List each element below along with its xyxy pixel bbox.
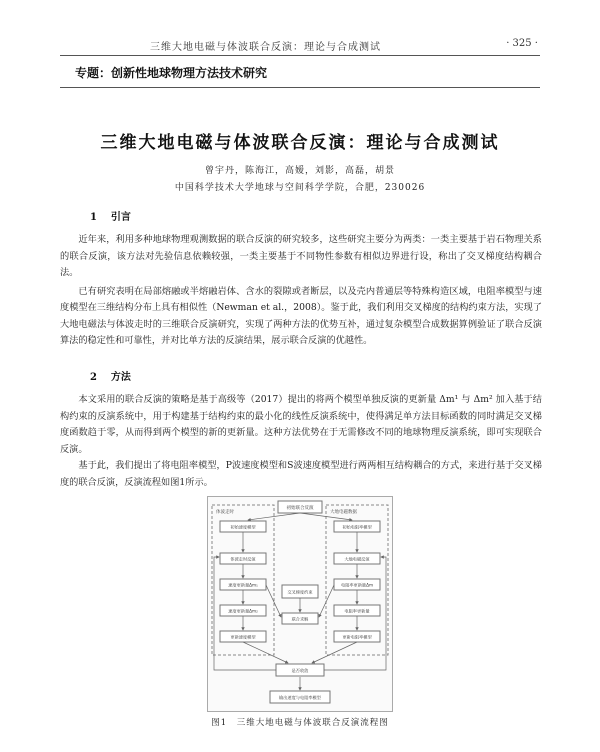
left-box: [220, 521, 266, 532]
decision-label: 是否收敛: [291, 668, 309, 673]
section-title: 方法: [110, 372, 131, 383]
column-tag-divider: [60, 87, 540, 88]
center-box-label: 交叉梯度约束: [287, 589, 313, 595]
left-box-label: 初始速度模型: [230, 524, 256, 530]
flowchart-svg: [208, 497, 392, 711]
section-2-body: [60, 392, 542, 491]
section-number: 1: [90, 212, 97, 223]
left-box: [220, 605, 266, 616]
center-box-label: 联合求解: [291, 616, 309, 622]
header-divider: [60, 55, 540, 56]
paragraph: 已有研究表明在局部熔融或半熔融岩体、含水的裂隙或者断层，以及壳内普通层等特殊构造区域，电阻率模型与速度模型在三维结构分布上具有相似性（Newman et al.，2008）。鉴于此，我们利用交叉梯度的结构约束方法，实现了大地电磁法与体波走时的三维联合反演研究，实现了两种方法的优势互补，通过复杂模型合成数据算例验证了联合反演算法的稳定性和可靠性，并对比单方法的反演结果，展示联合反演的优越性。: [60, 285, 542, 346]
column-tag: 专题：创新性地球物理方法技术研究: [75, 66, 268, 80]
section-title: 引言: [110, 212, 131, 223]
right-box-label: 初始电阻率模型: [342, 524, 372, 530]
center-box: [282, 585, 318, 598]
section-1-body: [60, 232, 542, 350]
left-box-label: 速度更新量Δm₁: [228, 582, 258, 588]
paragraph: 本文采用的联合反演的策略是基于高级等（2017）提出的将两个模型单独反演的更新量 Δm¹ 与 Δm² 加入基于结构约束的反演系统中，用于构建基于结构约束的最小化的线性反演系统中，使得满足单方法目标函数的同时满足交叉梯度函数趋于零，从而得到两个模型的新的更新量。这种方法优势在于无需修改不同的地球物理反演系统，即可实现联合反演。: [60, 394, 542, 455]
article-affiliation: 中国科学技术大学地球与空间科学学院，合肥，230026: [174, 183, 426, 193]
left-box: [220, 631, 266, 642]
end-box: [270, 691, 330, 703]
left-box-label: 体波走时反演: [230, 556, 256, 562]
right-box-label: 电阻率更新量Δm: [340, 582, 374, 588]
right-box: [334, 631, 380, 642]
paragraph: 近年来，利用多种地球物理观测数据的联合反演的研究较多，这些研究主要分为两类：一类主要基于岩石物理关系的联合反演，该方法对先验信息依赖较强，一类主要基于不同物性参数有相似边界进行设，称出了交叉梯度结构耦合法。: [60, 234, 542, 278]
page-number: · 325 ·: [506, 38, 538, 49]
article-authors: 曾宇丹，陈海江，高嫒，刘影，高磊，胡景: [204, 166, 395, 176]
flow-arrows: [243, 513, 357, 690]
figure-1-flowchart: [207, 496, 393, 712]
start-label: 初始联合反演: [286, 506, 314, 511]
right-box-label: 大地电磁反演: [344, 556, 370, 562]
right-column-label: 大地电磁数据: [330, 510, 357, 515]
left-box-label: 更新速度模型: [230, 634, 256, 640]
center-box: [282, 613, 318, 624]
right-box: [334, 521, 380, 532]
right-box: [334, 553, 380, 564]
article-title: 三维大地电磁与体波联合反演：理论与合成测试: [100, 133, 500, 153]
right-box-label: 更新电阻率模型: [342, 634, 372, 640]
left-column-label: 体波走时: [216, 510, 234, 515]
left-box-label: 速度更新量Δm₂: [228, 608, 258, 614]
figure-1-caption: 图1 三维大地电磁与体波联合反演流程图: [211, 718, 389, 728]
section-1-heading: [90, 208, 131, 223]
right-box: [334, 579, 380, 590]
right-box: [334, 605, 380, 616]
section-2-heading: [90, 368, 131, 383]
section-number: 2: [90, 372, 97, 383]
paragraph: 基于此，我们提出了将电阻率模型，P波速度模型和S波速度模型进行两两相互结构耦合的方式，来进行基于交叉梯度的联合反演，反演流程如图1所示。: [60, 460, 542, 488]
left-box: [220, 579, 266, 590]
decision-box: [276, 664, 324, 676]
right-box-label: 电阻率更新量: [344, 608, 370, 614]
running-header: 三维大地电磁与体波联合反演：理论与合成测试: [150, 42, 381, 53]
left-box: [220, 553, 266, 564]
end-label: 输出速度与电阻率模型: [279, 695, 321, 700]
